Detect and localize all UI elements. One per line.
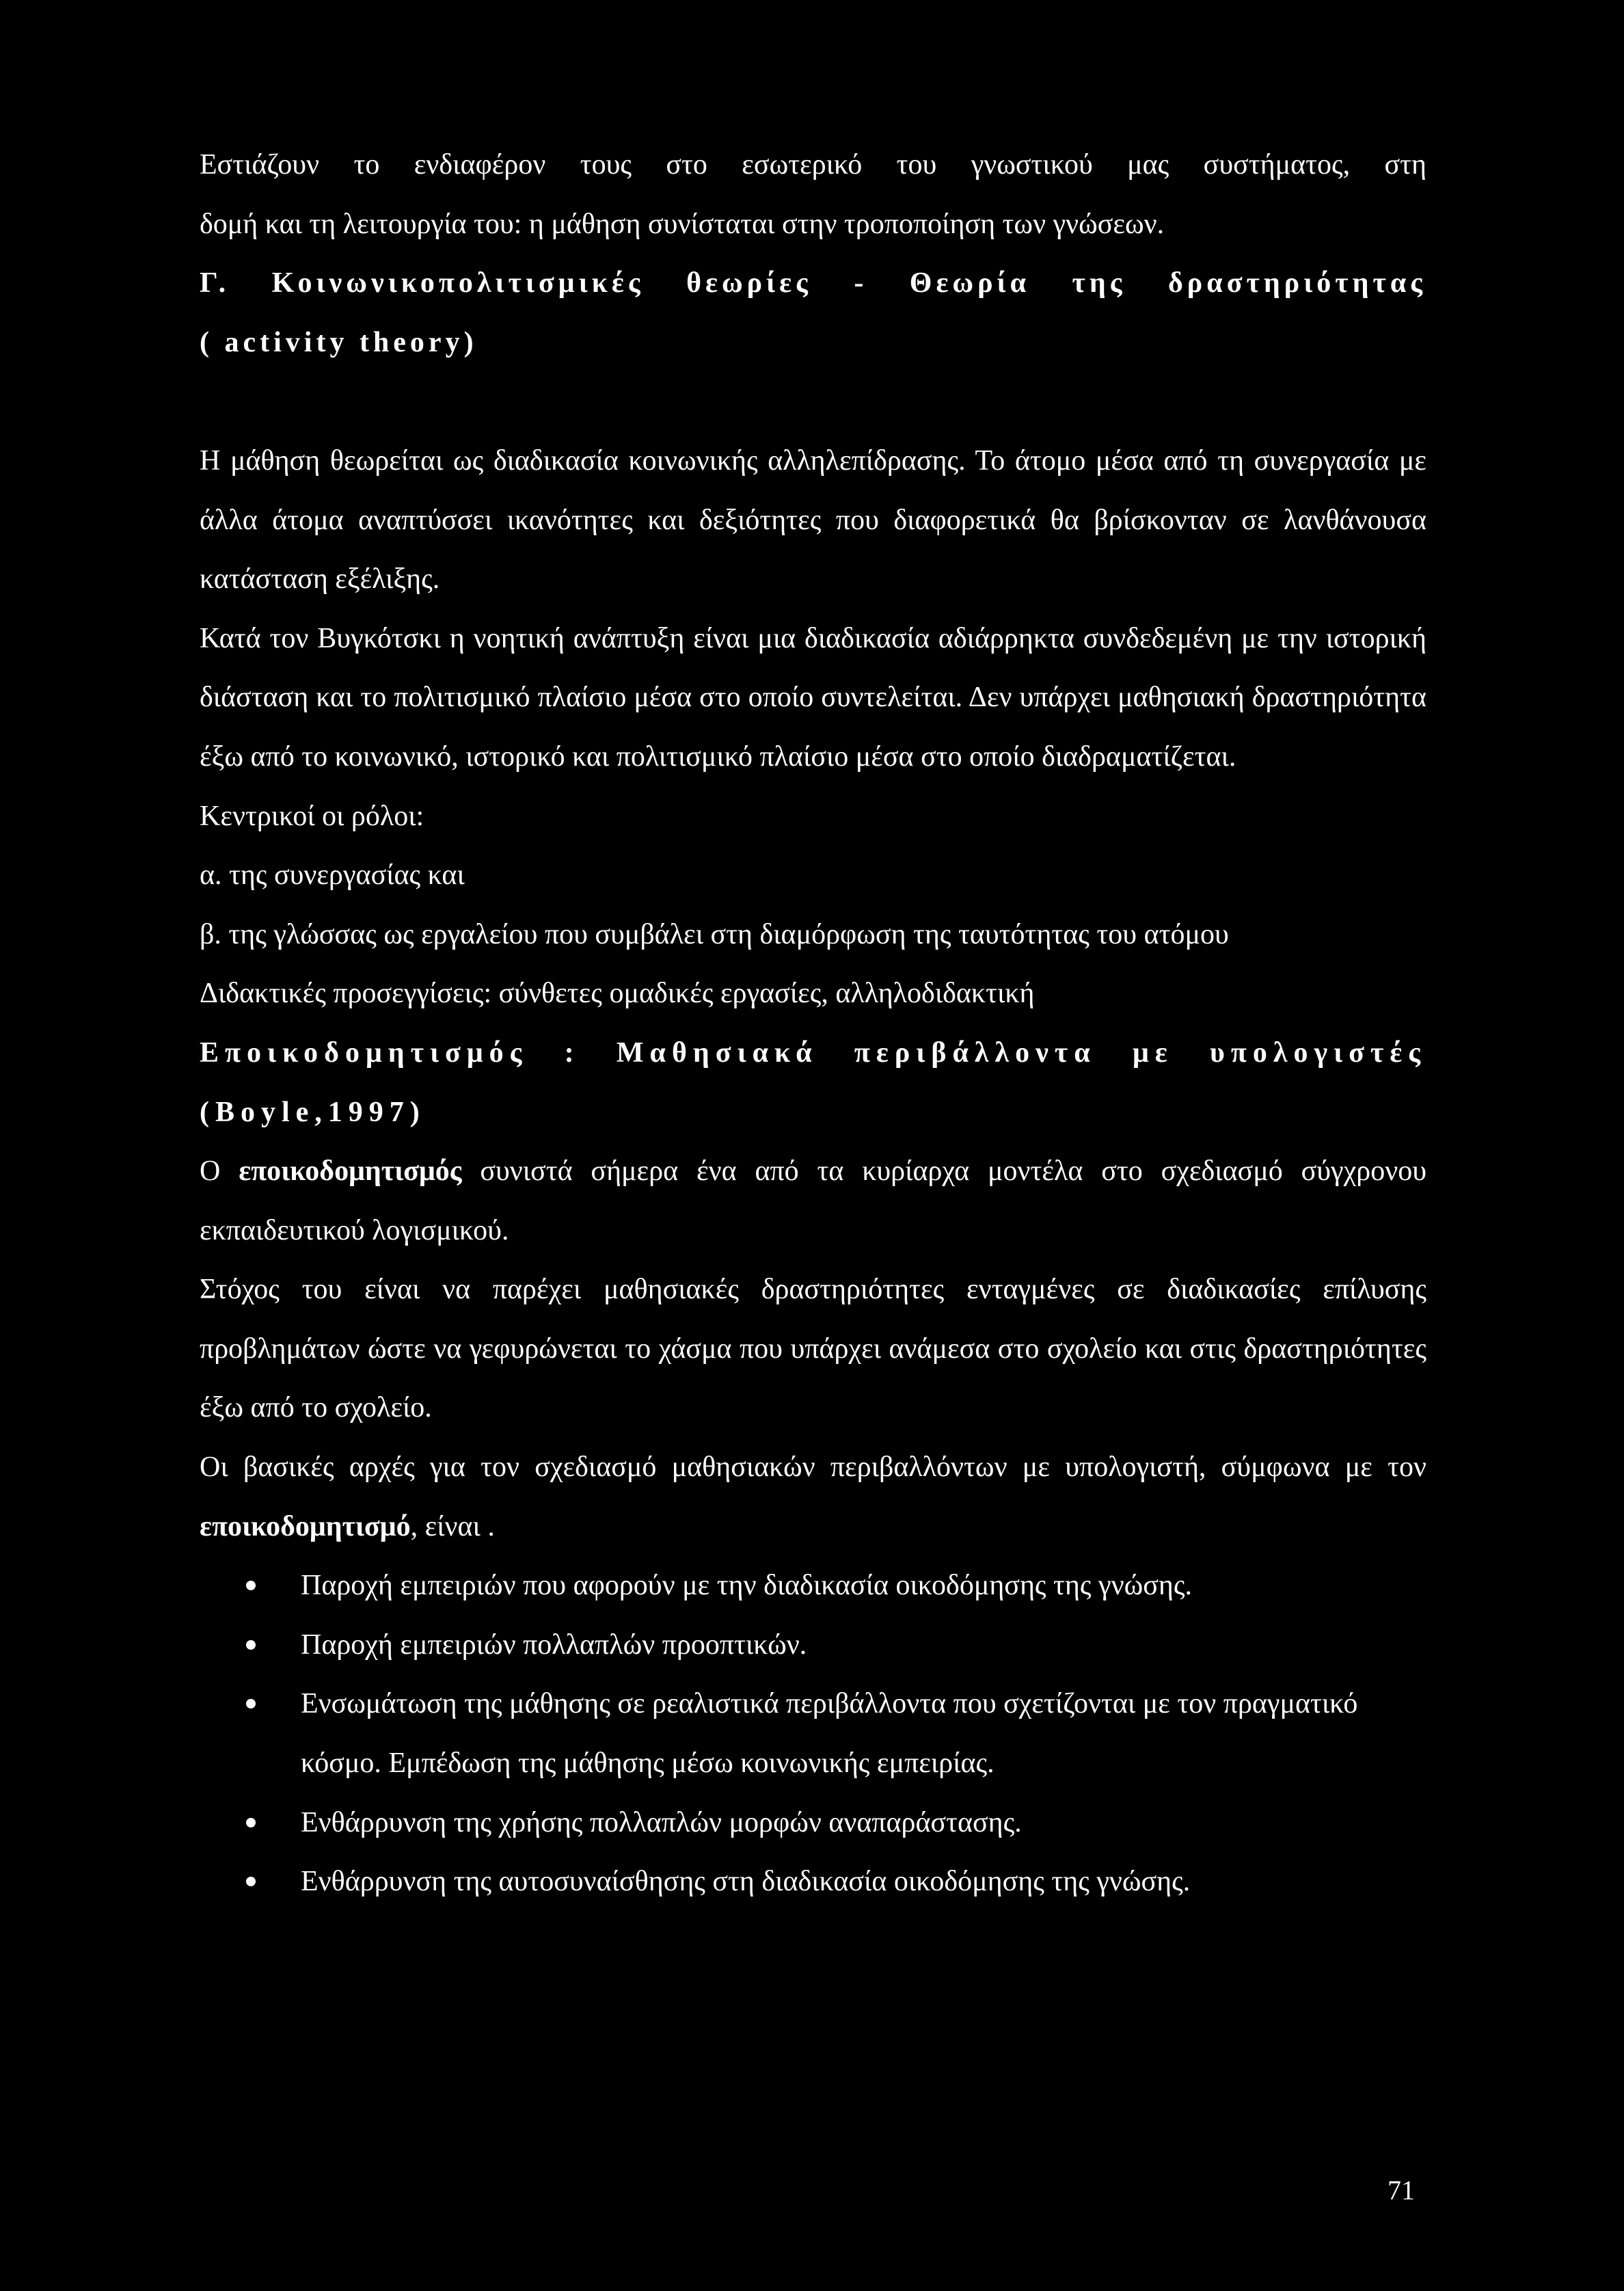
bullet-icon (246, 1640, 256, 1650)
list-item (200, 1616, 1426, 1675)
role-b: β. της γλώσσας ως εργαλείου που συμβάλει στη διαμόρφωση της ταυτότητας του ατόμου (200, 918, 1229, 950)
intro-line-2: δομή και τη λειτουργία του: η μάθηση συνίσταται στην τροποποίηση των γνώσεων. (200, 208, 1165, 240)
role-a: α. της συνεργασίας και (200, 859, 465, 892)
list-item-text: Παροχή εμπειριών που αφορούν με την διαδικασία οικοδόμησης της γνώσης. (301, 1570, 1192, 1602)
list-item (200, 1674, 1426, 1793)
activity-paragraph-2: Κατά τον Βυγκότσκι η νοητική ανάπτυξη είναι μια διαδικασία αδιάρρηκτα συνδεδεμένη με την ιστορική διάσταση και το πολιτισμικό πλαίσιο μέσα στο οποίο συντελείται. Δεν υπάρχει μαθησιακή δραστηριότητα έξω από το κοινωνικό, ιστορικό και πολιτισμικό πλαίσιο μέσα στο οποίο διαδραματίζεται. (200, 622, 1426, 773)
list-item-text: Ενσωμάτωση της μάθησης σε ρεαλιστικά περιβάλλοντα που σχετίζονται με τον πραγματικό κόσμο. Εμπέδωση της μάθησης μέσω κοινωνικής εμπειρίας. (301, 1688, 1358, 1780)
list-item-text: Ενθάρρυνση της χρήσης πολλαπλών μορφών αναπαράστασης. (301, 1806, 1022, 1838)
list-item-text: Παροχή εμπειριών πολλαπλών προοπτικών. (301, 1629, 807, 1661)
teaching-approaches: Διδακτικές προσεγγίσεις: σύνθετες ομαδικές εργασίες, αλληλοδιδακτική (200, 978, 1035, 1010)
activity-paragraph-1: Η μάθηση θεωρείται ως διαδικασία κοινωνικής αλληλεπίδρασης. Το άτομο μέσα από τη συνεργασία με άλλα άτομα αναπτύσσει ικανότητες και δεξιότητες που διαφορετικά θα βρίσκονταν σε λανθάνουσα κατάσταση εξέλιξης. (200, 444, 1426, 595)
list-item (200, 1793, 1426, 1853)
constructivism-p3-rest: , είναι . (410, 1510, 495, 1542)
constructivism-term: εποικοδομητισμός (239, 1155, 462, 1188)
bullet-icon (246, 1818, 256, 1827)
bullet-icon (246, 1581, 256, 1590)
section-heading-activity-theory: ( activity theory) (200, 326, 478, 358)
constructivism-p1-rest: συνιστά σήμερα ένα από τα κυρίαρχα μοντέλα στο σχεδιασμό σύγχρονου εκπαιδευτικού λογισμικού. (200, 1155, 1426, 1246)
roles-label: Κεντρικοί οι ρόλοι: (200, 800, 424, 832)
page-number: 71 (1388, 2175, 1415, 2206)
section-heading-citation: (Boyle,1997) (200, 1096, 426, 1128)
intro-line-1: Εστιάζουν το ενδιαφέρον τους στο εσωτερικό του γνωστικού μας συστήματος, στη (200, 149, 1426, 180)
principles-list (200, 1556, 1426, 1912)
constructivism-paragraph-3 (200, 1438, 1426, 1556)
section-heading-sociocultural: Γ. Κοινωνικοπολιτισμικές θεωρίες - Θεωρία της δραστηριότητας (200, 267, 1426, 299)
list-item (200, 1556, 1426, 1616)
bullet-icon (246, 1877, 256, 1886)
constructivism-p3-prefix: Οι βασικές αρχές για τον σχεδιασμό μαθησιακών περιβαλλόντων με υπολογιστή, σύμφωνα με τον (200, 1451, 1426, 1484)
list-item-text: Ενθάρρυνση της αυτοσυναίσθησης στη διαδικασία οικοδόμησης της γνώσης. (301, 1866, 1191, 1898)
spacer (200, 372, 1426, 431)
constructivism-term-2: εποικοδομητισμό (200, 1510, 411, 1542)
constructivism-p1-prefix: Ο (200, 1155, 239, 1188)
section-heading-constructivism: Εποικοδομητισμός : Μαθησιακά περιβάλλοντα με υπολογιστές (200, 1036, 1426, 1069)
constructivism-paragraph-1 (200, 1142, 1426, 1260)
list-item (200, 1852, 1426, 1912)
bullet-icon (246, 1699, 256, 1709)
constructivism-paragraph-2: Στόχος του είναι να παρέχει μαθησιακές δραστηριότητες ενταγμένες σε διαδικασίες επίλυσης προβλημάτων ώστε να γεφυρώνεται το χάσμα που υπάρχει ανάμεσα στο σχολείο και στις δραστηριότητες έξω από το σχολείο. (200, 1274, 1426, 1424)
page-body (200, 135, 1426, 1912)
